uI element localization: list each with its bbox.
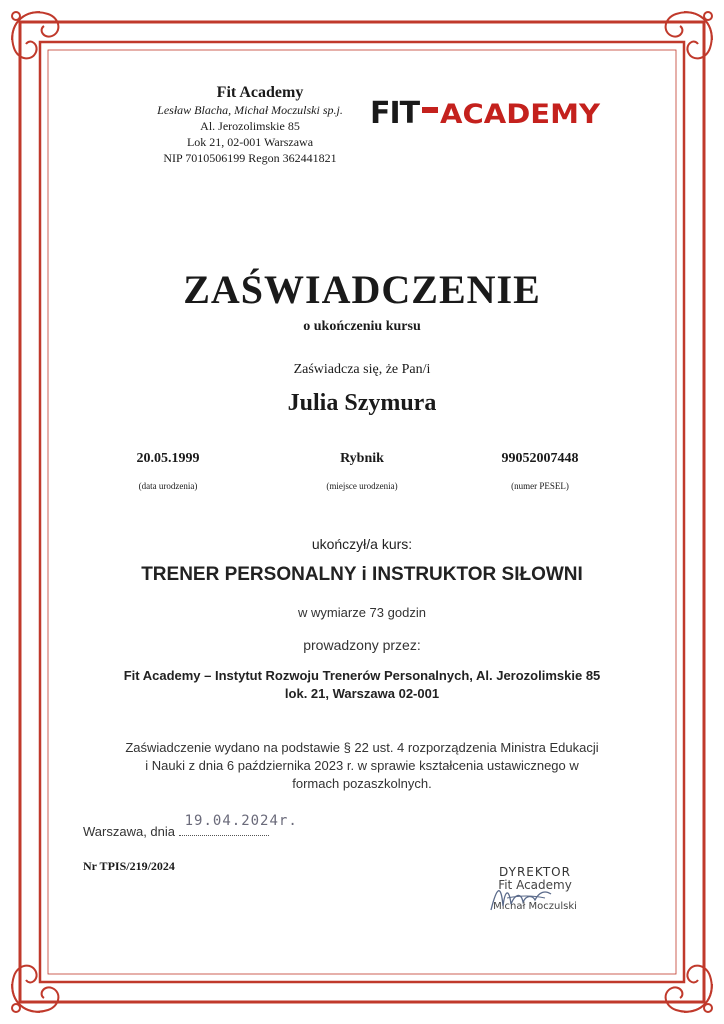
legal-line: formach pozaszkolnych.: [292, 776, 432, 791]
legal-line: Zaświadczenie wydano na podstawie § 22 ust. 4 rozporządzenia Ministra Edukacji: [125, 740, 599, 755]
institution-line: lok. 21, Warszawa 02-001: [284, 686, 440, 701]
birth-place-caption: (miejsce urodzenia): [326, 481, 398, 491]
completed-label: ukończył/a kurs:: [311, 536, 413, 552]
course-name: TRENER PERSONALNY i INSTRUKTOR SIŁOWNI: [141, 564, 583, 585]
birth-date-value: 20.05.1999: [136, 451, 200, 466]
certificate-title: ZAŚWIADCZENIE: [183, 267, 541, 312]
certificate-number: Nr TPIS/219/2024: [83, 859, 175, 873]
birth-place-value: Rybnik: [340, 451, 384, 466]
person-name: Julia Szymura: [287, 390, 437, 416]
issuer-ids: NIP 7010506199 Regon 362441821: [163, 151, 337, 165]
issuer-owners: Lesław Blacha, Michał Moczulski sp.j.: [157, 103, 343, 117]
date-dotted-line: [179, 813, 298, 836]
institution: [0, 667, 724, 703]
svg-text:ACADEMY: ACADEMY: [440, 99, 601, 129]
director-organization: Fit Academy: [498, 878, 572, 892]
birth-date-caption: (data urodzenia): [138, 481, 198, 491]
pesel-caption: (numer PESEL): [511, 481, 569, 491]
director-signature: [487, 880, 557, 916]
director-title: DYREKTOR: [499, 865, 571, 879]
course-hours: w wymiarze 73 godzin: [298, 605, 426, 620]
issuer-name: Fit Academy: [216, 84, 304, 101]
legal-line: i Nauki z dnia 6 października 2023 r. w sprawie kształcenia ustawicznego w: [145, 758, 579, 773]
legal-basis: [0, 739, 724, 793]
institution-line: Fit Academy – Instytut Rozwoju Trenerów Personalnych, Al. Jerozolimskie 85: [123, 668, 601, 683]
fit-academy-logo: [370, 95, 602, 129]
director-name: Michał Moczulski: [493, 901, 577, 912]
handwritten-issue-date: 19.04.2024r.: [184, 813, 298, 829]
conducted-by-label: prowadzony przez:: [303, 637, 421, 653]
pesel-value: 99052007448: [501, 451, 579, 466]
place-date: [83, 813, 298, 839]
issuer-street: Al. Jerozolimskie 85: [200, 119, 300, 133]
svg-text:FIT: FIT: [370, 96, 420, 129]
certificate-subtitle: o ukończeniu kursu: [303, 319, 421, 334]
certificate-intro: Zaświadcza się, że Pan/i: [293, 362, 431, 377]
issuer-lok: Lok 21, 02-001 Warszawa: [186, 135, 314, 149]
place-date-label: Warszawa, dnia: [83, 824, 175, 839]
